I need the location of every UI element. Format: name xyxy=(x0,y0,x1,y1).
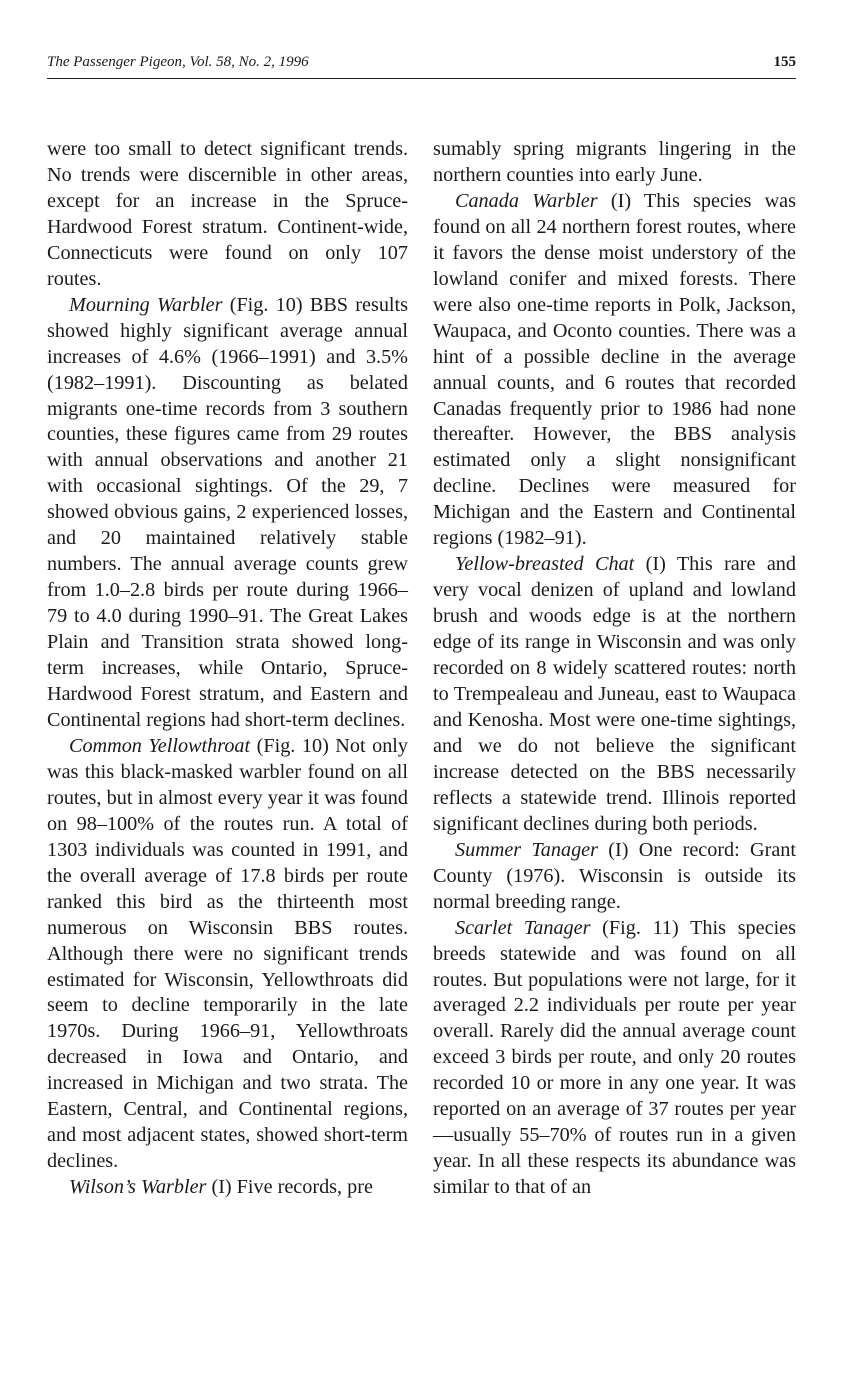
journal-citation: The Passenger Pigeon, Vol. 58, No. 2, 1996 xyxy=(47,54,309,70)
paragraph-canada-warbler: Canada Warbler (I) This species was found on all 24 northern forest routes, where it favors the dense moist understory of the lowland conifer and mixed forests. There were also one-time reports in Polk, Jackson, Waupaca, and Oconto counties. There was a hint of a possible decline in the average annual counts, and 6 routes that recorded Canadas frequently prior to 1986 had none thereafter. However, the BBS analysis estimated only a slight nonsignificant decline. Declines were measured for Michigan and the Eastern and Continental regions (1982–91). xyxy=(433,189,796,550)
paragraph-summer-tanager: Summer Tanager (I) One record: Grant County (1976). Wisconsin is outside its normal breeding range. xyxy=(433,838,796,913)
species-name: Canada Warbler xyxy=(455,189,598,212)
species-name: Yellow-breasted Chat xyxy=(455,553,635,576)
right-column xyxy=(433,137,796,1201)
paragraph-mourning-warbler: Mourning Warbler (Fig. 10) BBS results showed highly significant average annual increases of 4.6% (1966–1991) and 3.5% (1982–1991). Discounting as belated migrants one-time records from 3 southern counties, these figures came from 29 routes with annual observations and another 21 with occasional sightings. Of the 29, 7 showed obvious gains, 2 experienced losses, and 20 maintained relatively stable numbers. The annual average counts grew from 1.0–2.8 birds per route during 1966–79 to 4.0 during 1990–91. The Great Lakes Plain and Transition strata showed long-term increases, while Ontario, Spruce-Hardwood Forest stratum, and Eastern and Continental regions had short-term declines. xyxy=(47,293,408,731)
species-name: Summer Tanager xyxy=(455,838,598,861)
page-number: 155 xyxy=(773,54,796,70)
paragraph-scarlet-tanager: Scarlet Tanager (Fig. 11) This species breeds statewide and was found on all routes. But populations were not large, for it averaged 2.2 individuals per route per year overall. Rarely did the annual average count exceed 3 birds per route, and only 20 routes recorded 10 or more in any one year. It was reported on an average of 37 routes per year—usually 55–70% of routes run in a given year. In all these respects its abundance was similar to that of an xyxy=(433,916,796,1199)
species-name: Mourning Warbler xyxy=(69,293,223,316)
paragraph-common-yellowthroat: Common Yellowthroat (Fig. 10) Not only was this black-masked warbler found on all routes, but in almost every year it was found on 98–100% of the routes run. A total of 1303 individuals was counted in 1991, and the overall average of 17.8 birds per route ranked this bird as the thirteenth most numerous on Wisconsin BBS routes. Although there were no significant trends estimated for Wisconsin, Yellowthroats did seem to decline temporarily in the late 1970s. During 1966–91, Yellowthroats decreased in Iowa and Ontario, and increased in Michigan and two strata. The Eastern, Central, and Continental regions, and most adjacent states, showed short-term declines. xyxy=(47,734,408,1173)
paragraph-connecticut-warbler-end: were too small to detect significant trends. No trends were discernible in other areas, except for an increase in the Spruce-Hardwood Forest stratum. Continent-wide, Connecticuts were found on only 107 routes. xyxy=(47,138,408,290)
running-header xyxy=(47,54,796,79)
paragraph-wilsons-warbler-cont: sumably spring migrants lingering in the northern counties into early June. xyxy=(433,138,796,186)
species-name: Scarlet Tanager xyxy=(455,916,591,939)
species-name: Common Yellowthroat xyxy=(69,734,251,757)
paragraph-wilsons-warbler: Wilson’s Warbler (I) Five records, pre xyxy=(69,1176,373,1199)
species-name: Wilson’s Warbler xyxy=(69,1176,207,1199)
paragraph-yellow-breasted-chat: Yellow-breasted Chat (I) This rare and very vocal denizen of upland and lowland brush and woods edge is at the northern edge of its range in Wisconsin and was only recorded on 8 widely scattered routes: north to Trempealeau and Juneau, east to Waupaca and Kenosha. Most were one-time sightings, and we do not believe the significant increase detected on the BBS necessarily reflects a statewide trend. Illinois reported significant declines during both periods. xyxy=(433,553,796,835)
left-column xyxy=(47,137,408,1201)
